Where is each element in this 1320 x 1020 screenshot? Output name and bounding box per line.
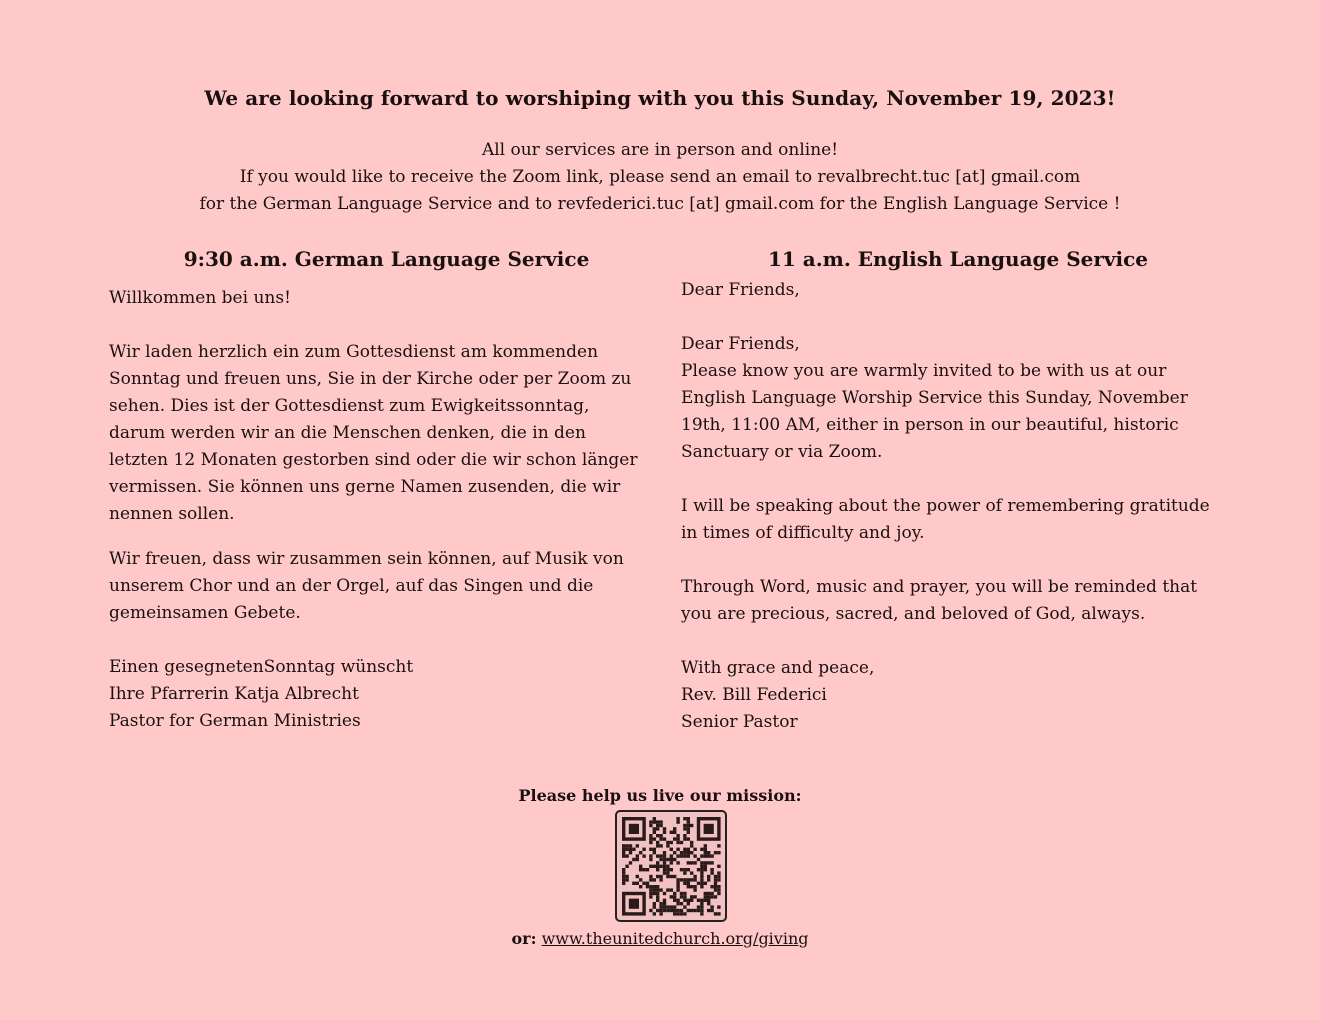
german-para2-line: unserem Chor und an der Orgel, auf das Singen und die <box>109 576 594 596</box>
english-para3-line: Through Word, music and prayer, you will be reminded that <box>681 577 1198 597</box>
english-signoff-line: Senior Pastor <box>681 712 798 732</box>
english-para2-line: I will be speaking about the power of remembering gratitude <box>681 496 1210 516</box>
intro-line: for the German Language Service and to revfederici.tuc [at] gmail.com for the English Language Service ! <box>199 194 1121 214</box>
intro-block <box>0 137 1320 218</box>
german-para1-line: Sonntag und freuen uns, Sie in der Kirche oder per Zoom zu <box>109 369 632 389</box>
intro-line: If you would like to receive the Zoom link, please send an email to revalbrecht.tuc [at] gmail.com <box>239 167 1081 187</box>
german-para1-line: letzten 12 Monaten gestorben sind oder die wir schon länger <box>109 450 638 470</box>
german-para1-line: darum werden wir an die Menschen denken, die in den <box>109 423 586 443</box>
english-para1-line: 19th, 11:00 AM, either in person in our beautiful, historic <box>681 415 1179 435</box>
giving-or-label: or: <box>511 929 537 948</box>
intro-line: All our services are in person and online! <box>481 140 839 160</box>
english-para1-line: English Language Worship Service this Sunday, November <box>681 388 1188 408</box>
page-headline: We are looking forward to worshiping with you this Sunday, November 19, 2023! <box>204 86 1116 110</box>
german-para2-line: gemeinsamen Gebete. <box>109 603 301 623</box>
german-para1-line: Wir laden herzlich ein zum Gottesdienst am kommenden <box>109 342 599 362</box>
german-signoff-line: Pastor for German Ministries <box>109 711 361 731</box>
english-greeting: Dear Friends, <box>681 280 800 300</box>
english-para1-line: Please know you are warmly invited to be with us at our <box>681 361 1167 381</box>
german-service-text <box>109 285 669 735</box>
english-signoff-line: With grace and peace, <box>681 658 875 678</box>
german-signoff-line: Einen gesegnetenSonntag wünscht <box>109 657 414 677</box>
giving-line <box>0 929 1320 948</box>
german-service-title: 9:30 a.m. German Language Service <box>183 247 590 271</box>
qr-code-icon[interactable] <box>615 810 727 922</box>
english-service-text <box>681 277 1241 736</box>
german-para1-line: vermissen. Sie können uns gerne Namen zusenden, die wir <box>109 477 621 497</box>
english-greeting: Dear Friends, <box>681 334 800 354</box>
english-para2-line: in times of difficulty and joy. <box>681 523 925 543</box>
giving-link[interactable]: www.theunitedchurch.org/giving <box>541 929 809 948</box>
german-para1-line: sehen. Dies ist der Gottesdienst zum Ewigkeitssonntag, <box>109 396 590 416</box>
english-signoff-line: Rev. Bill Federici <box>681 685 827 705</box>
english-para3-line: you are precious, sacred, and beloved of God, always. <box>681 604 1146 624</box>
german-signoff-line: Ihre Pfarrerin Katja Albrecht <box>109 684 359 704</box>
german-greeting: Willkommen bei uns! <box>109 288 291 308</box>
mission-heading: Please help us live our mission: <box>518 786 802 805</box>
english-para1-line: Sanctuary or via Zoom. <box>681 442 883 462</box>
german-para1-line: nennen sollen. <box>109 504 235 524</box>
german-para2-line: Wir freuen, dass wir zusammen sein können, auf Musik von <box>109 549 624 569</box>
qr-code-graphic <box>617 812 725 920</box>
english-service-title: 11 a.m. English Language Service <box>767 247 1149 271</box>
